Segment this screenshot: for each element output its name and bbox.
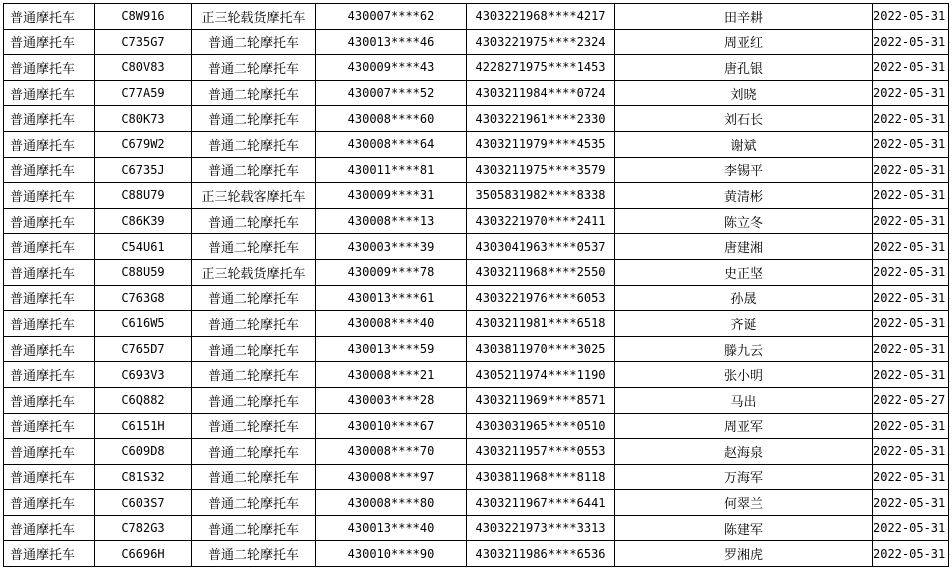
plate-number-cell: C81S32 [95,464,192,490]
date-cell: 2022-05-31 [873,208,949,234]
owner-name-cell: 何翠兰 [615,490,873,516]
record-id-cell: 430008****60 [316,106,467,132]
vehicle-type-cell: 正三轮载客摩托车 [192,183,316,209]
id-number-cell: 4303221961****2330 [467,106,615,132]
table-row [4,387,949,413]
table-row [4,413,949,439]
vehicle-type-cell: 普通二轮摩托车 [192,29,316,55]
owner-name-cell: 唐建湘 [615,234,873,260]
date-cell: 2022-05-27 [873,387,949,413]
license-type-cell: 普通摩托车 [4,131,95,157]
id-number-cell: 4303031965****0510 [467,413,615,439]
id-number-cell: 4303811970****3025 [467,336,615,362]
table-row [4,55,949,81]
table-row [4,259,949,285]
plate-number-cell: C616W5 [95,311,192,337]
license-type-cell: 普通摩托车 [4,106,95,132]
license-type-cell: 普通摩托车 [4,413,95,439]
owner-name-cell: 刘石长 [615,106,873,132]
license-type-cell: 普通摩托车 [4,259,95,285]
owner-name-cell: 滕九云 [615,336,873,362]
table-row [4,29,949,55]
license-type-cell: 普通摩托车 [4,362,95,388]
owner-name-cell: 周亚红 [615,29,873,55]
plate-number-cell: C80K73 [95,106,192,132]
date-cell: 2022-05-31 [873,55,949,81]
date-cell: 2022-05-31 [873,29,949,55]
owner-name-cell: 万海军 [615,464,873,490]
record-id-cell: 430013****40 [316,515,467,541]
record-id-cell: 430010****67 [316,413,467,439]
owner-name-cell: 周亚军 [615,413,873,439]
table-row [4,183,949,209]
owner-name-cell: 陈建军 [615,515,873,541]
record-id-cell: 430007****62 [316,4,467,30]
id-number-cell: 4303221968****4217 [467,4,615,30]
plate-number-cell: C88U79 [95,183,192,209]
license-type-cell: 普通摩托车 [4,387,95,413]
table-row [4,541,949,567]
owner-name-cell: 黄清彬 [615,183,873,209]
plate-number-cell: C693V3 [95,362,192,388]
id-number-cell: 4303221970****2411 [467,208,615,234]
plate-number-cell: C88U59 [95,259,192,285]
license-type-cell: 普通摩托车 [4,183,95,209]
record-id-cell: 430010****90 [316,541,467,567]
date-cell: 2022-05-31 [873,259,949,285]
date-cell: 2022-05-31 [873,362,949,388]
table-row [4,285,949,311]
vehicle-type-cell: 普通二轮摩托车 [192,208,316,234]
vehicle-type-cell: 普通二轮摩托车 [192,362,316,388]
record-id-cell: 430013****46 [316,29,467,55]
owner-name-cell: 孙晟 [615,285,873,311]
table-row [4,311,949,337]
table-row [4,464,949,490]
plate-number-cell: C603S7 [95,490,192,516]
vehicle-type-cell: 普通二轮摩托车 [192,490,316,516]
plate-number-cell: C6Q882 [95,387,192,413]
record-id-cell: 430008****13 [316,208,467,234]
id-number-cell: 4303211957****0553 [467,439,615,465]
table-row [4,208,949,234]
plate-number-cell: C80V83 [95,55,192,81]
record-id-cell: 430008****64 [316,131,467,157]
vehicle-type-cell: 普通二轮摩托车 [192,336,316,362]
owner-name-cell: 罗湘虎 [615,541,873,567]
date-cell: 2022-05-31 [873,464,949,490]
id-number-cell: 4303211975****3579 [467,157,615,183]
plate-number-cell: C6735J [95,157,192,183]
record-id-cell: 430008****70 [316,439,467,465]
record-id-cell: 430003****28 [316,387,467,413]
date-cell: 2022-05-31 [873,131,949,157]
owner-name-cell: 田辛耕 [615,4,873,30]
plate-number-cell: C679W2 [95,131,192,157]
record-id-cell: 430009****31 [316,183,467,209]
table-row [4,157,949,183]
records-table [3,3,949,567]
license-type-cell: 普通摩托车 [4,234,95,260]
vehicle-type-cell: 普通二轮摩托车 [192,413,316,439]
vehicle-type-cell: 普通二轮摩托车 [192,55,316,81]
license-type-cell: 普通摩托车 [4,515,95,541]
id-number-cell: 4303811968****8118 [467,464,615,490]
table-row [4,131,949,157]
record-id-cell: 430011****81 [316,157,467,183]
plate-number-cell: C54U61 [95,234,192,260]
plate-number-cell: C6696H [95,541,192,567]
vehicle-type-cell: 普通二轮摩托车 [192,439,316,465]
owner-name-cell: 齐诞 [615,311,873,337]
id-number-cell: 4305211974****1190 [467,362,615,388]
date-cell: 2022-05-31 [873,541,949,567]
id-number-cell: 4303211969****8571 [467,387,615,413]
vehicle-type-cell: 普通二轮摩托车 [192,541,316,567]
vehicle-type-cell: 普通二轮摩托车 [192,464,316,490]
record-id-cell: 430003****39 [316,234,467,260]
license-type-cell: 普通摩托车 [4,157,95,183]
plate-number-cell: C77A59 [95,80,192,106]
vehicle-type-cell: 普通二轮摩托车 [192,106,316,132]
license-type-cell: 普通摩托车 [4,439,95,465]
id-number-cell: 4303221975****2324 [467,29,615,55]
date-cell: 2022-05-31 [873,80,949,106]
record-id-cell: 430008****97 [316,464,467,490]
id-number-cell: 4303211984****0724 [467,80,615,106]
date-cell: 2022-05-31 [873,413,949,439]
record-id-cell: 430008****80 [316,490,467,516]
record-id-cell: 430008****21 [316,362,467,388]
records-table-body [4,4,949,567]
owner-name-cell: 张小明 [615,362,873,388]
record-id-cell: 430009****43 [316,55,467,81]
plate-number-cell: C765D7 [95,336,192,362]
license-type-cell: 普通摩托车 [4,208,95,234]
vehicle-type-cell: 普通二轮摩托车 [192,285,316,311]
owner-name-cell: 赵海泉 [615,439,873,465]
date-cell: 2022-05-31 [873,157,949,183]
table-row [4,362,949,388]
plate-number-cell: C6151H [95,413,192,439]
id-number-cell: 4303211968****2550 [467,259,615,285]
table-row [4,4,949,30]
plate-number-cell: C86K39 [95,208,192,234]
owner-name-cell: 刘晓 [615,80,873,106]
license-type-cell: 普通摩托车 [4,80,95,106]
vehicle-type-cell: 普通二轮摩托车 [192,387,316,413]
owner-name-cell: 李锡平 [615,157,873,183]
id-number-cell: 4303221976****6053 [467,285,615,311]
date-cell: 2022-05-31 [873,183,949,209]
license-type-cell: 普通摩托车 [4,490,95,516]
owner-name-cell: 唐孔银 [615,55,873,81]
table-row [4,234,949,260]
record-id-cell: 430008****40 [316,311,467,337]
date-cell: 2022-05-31 [873,311,949,337]
vehicle-type-cell: 普通二轮摩托车 [192,80,316,106]
id-number-cell: 4228271975****1453 [467,55,615,81]
record-id-cell: 430009****78 [316,259,467,285]
table-row [4,80,949,106]
vehicle-type-cell: 正三轮载货摩托车 [192,4,316,30]
license-type-cell: 普通摩托车 [4,311,95,337]
id-number-cell: 4303211981****6518 [467,311,615,337]
record-id-cell: 430007****52 [316,80,467,106]
vehicle-type-cell: 普通二轮摩托车 [192,131,316,157]
vehicle-type-cell: 正三轮载货摩托车 [192,259,316,285]
record-id-cell: 430013****59 [316,336,467,362]
date-cell: 2022-05-31 [873,285,949,311]
date-cell: 2022-05-31 [873,4,949,30]
owner-name-cell: 史正坚 [615,259,873,285]
table-row [4,439,949,465]
id-number-cell: 4303211979****4535 [467,131,615,157]
date-cell: 2022-05-31 [873,336,949,362]
date-cell: 2022-05-31 [873,439,949,465]
owner-name-cell: 谢斌 [615,131,873,157]
vehicle-type-cell: 普通二轮摩托车 [192,311,316,337]
plate-number-cell: C609D8 [95,439,192,465]
owner-name-cell: 陈立冬 [615,208,873,234]
license-type-cell: 普通摩托车 [4,29,95,55]
owner-name-cell: 马出 [615,387,873,413]
table-row [4,106,949,132]
plate-number-cell: C782G3 [95,515,192,541]
license-type-cell: 普通摩托车 [4,55,95,81]
table-row [4,515,949,541]
license-type-cell: 普通摩托车 [4,336,95,362]
license-type-cell: 普通摩托车 [4,541,95,567]
license-type-cell: 普通摩托车 [4,285,95,311]
vehicle-type-cell: 普通二轮摩托车 [192,234,316,260]
license-type-cell: 普通摩托车 [4,4,95,30]
vehicle-type-cell: 普通二轮摩托车 [192,515,316,541]
id-number-cell: 3505831982****8338 [467,183,615,209]
date-cell: 2022-05-31 [873,490,949,516]
id-number-cell: 4303221973****3313 [467,515,615,541]
record-id-cell: 430013****61 [316,285,467,311]
table-row [4,336,949,362]
id-number-cell: 4303041963****0537 [467,234,615,260]
date-cell: 2022-05-31 [873,515,949,541]
plate-number-cell: C8W916 [95,4,192,30]
date-cell: 2022-05-31 [873,106,949,132]
id-number-cell: 4303211986****6536 [467,541,615,567]
date-cell: 2022-05-31 [873,234,949,260]
plate-number-cell: C763G8 [95,285,192,311]
license-type-cell: 普通摩托车 [4,464,95,490]
plate-number-cell: C735G7 [95,29,192,55]
vehicle-type-cell: 普通二轮摩托车 [192,157,316,183]
table-row [4,490,949,516]
id-number-cell: 4303211967****6441 [467,490,615,516]
